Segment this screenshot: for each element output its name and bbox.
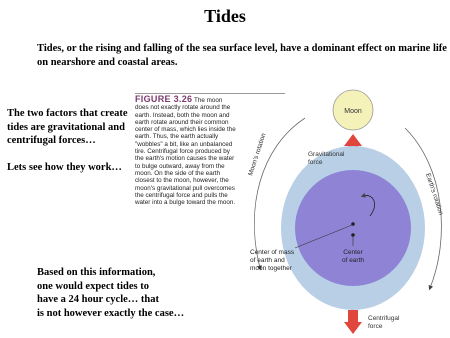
left-text-block bbox=[7, 107, 132, 174]
center-mass-label-1: Center of mass bbox=[250, 249, 295, 256]
moon-label: Moon bbox=[344, 108, 362, 115]
center-earth-label-1: Center bbox=[343, 249, 363, 256]
figure-caption bbox=[135, 96, 237, 206]
center-mass-label-2: of earth and bbox=[250, 257, 285, 264]
earth-shape bbox=[295, 170, 411, 286]
figure-caption-text: The moon does not exactly rotate around the earth. Instead, both the moon and earth rotate around their common center of mass, which lies inside the earth. Thus, the earth actually "wobbles" a bit, like an unbalanced tire. Centrifugal force produced by the earth's motion causes the water to bulge outward, away from the moon. On the side of the earth closest to the moon, however, the moon's gravitational pull overcomes the centrifugal force and pulls the water into a bulge toward the moon. bbox=[135, 97, 236, 207]
page-title: Tides bbox=[204, 6, 246, 26]
gravitational-force-label-2: force bbox=[308, 159, 323, 166]
bottom-line-4: is not however exactly the case… bbox=[37, 307, 185, 319]
lets-see-text: Lets see how they work… bbox=[7, 161, 122, 173]
intro-paragraph: Tides, or the rising and falling of the sea surface level, have a dominant effect on marine life on nearshore and coastal areas. bbox=[37, 43, 447, 68]
center-of-earth-dot bbox=[351, 233, 355, 237]
moons-rotation-label: Moon's rotation bbox=[247, 132, 268, 177]
bottom-text-block bbox=[37, 266, 217, 320]
center-mass-label-3: moon together bbox=[250, 265, 292, 272]
center-earth-label-2: of earth bbox=[341, 257, 365, 264]
centrifugal-force-label-2: force bbox=[368, 323, 383, 330]
bottom-line-3: have a 24 hour cycle… that bbox=[37, 294, 160, 305]
bottom-line-2: one would expect tides to bbox=[37, 280, 149, 292]
bottom-line-1: Based on this information, bbox=[37, 267, 156, 278]
center-of-mass-dot bbox=[351, 222, 355, 226]
earths-rotation-label: Earth's rotation bbox=[424, 172, 445, 217]
centrifugal-force-arrow bbox=[344, 310, 362, 334]
tides-diagram bbox=[230, 88, 450, 338]
factors-text: The two factors that create tides are gravitational and centrifugal forces… bbox=[7, 108, 128, 146]
centrifugal-force-label-1: Centrifugal bbox=[368, 315, 400, 322]
gravitational-force-label-1: Gravitational bbox=[308, 151, 345, 158]
figure-label: FIGURE 3.26 bbox=[135, 94, 193, 104]
